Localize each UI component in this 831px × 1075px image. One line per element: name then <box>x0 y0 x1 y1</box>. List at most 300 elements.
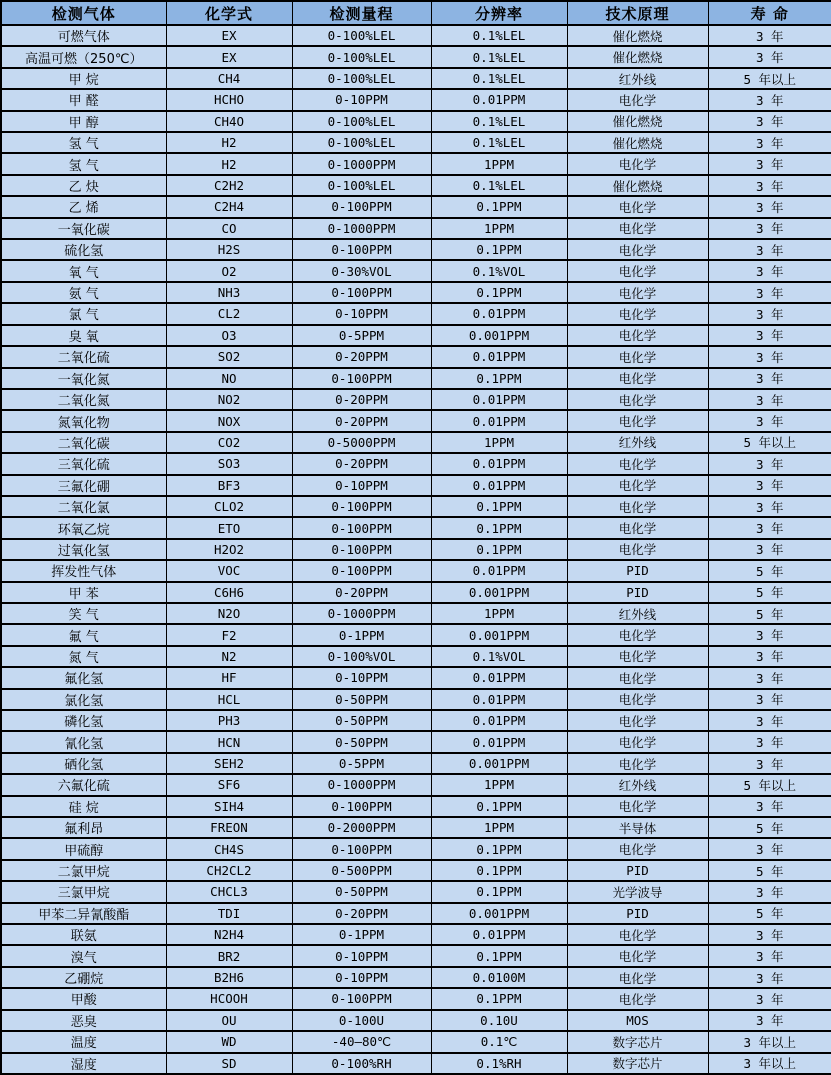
table-cell: 0.1%LEL <box>431 68 567 89</box>
table-cell: TDI <box>166 903 292 924</box>
table-header <box>1 1 831 25</box>
table-cell: 电化学 <box>567 838 708 859</box>
table-cell: C2H4 <box>166 196 292 217</box>
table-cell: 电化学 <box>567 196 708 217</box>
gas-name-cell: 二氧化碳 <box>1 432 166 453</box>
table-cell: 0.1%LEL <box>431 25 567 46</box>
table-cell: 0.1%VOL <box>431 260 567 281</box>
table-cell: 0-100PPM <box>292 517 431 538</box>
table-cell: 电化学 <box>567 710 708 731</box>
table-cell: -40—80℃ <box>292 1031 431 1052</box>
table-cell: N2 <box>166 646 292 667</box>
table-cell: 1PPM <box>431 153 567 174</box>
gas-name-cell: 恶臭 <box>1 1010 166 1031</box>
header-cell: 分辨率 <box>431 1 567 25</box>
table-cell: PID <box>567 582 708 603</box>
table-cell: 3 年 <box>708 453 831 474</box>
table-cell: 电化学 <box>567 924 708 945</box>
table-cell: NO <box>166 368 292 389</box>
gas-name-cell: 乙 炔 <box>1 175 166 196</box>
table-cell: 0.1PPM <box>431 496 567 517</box>
table-cell: 0-1000PPM <box>292 603 431 624</box>
table-cell: 0.1PPM <box>431 860 567 881</box>
table-cell: 3 年 <box>708 988 831 1009</box>
header-cell: 寿 命 <box>708 1 831 25</box>
table-cell: 0-100PPM <box>292 239 431 260</box>
table-cell: CH4 <box>166 68 292 89</box>
table-cell: 0.10U <box>431 1010 567 1031</box>
table-row <box>1 603 831 624</box>
table-cell: 0-20PPM <box>292 389 431 410</box>
gas-name-cell: 硫化氢 <box>1 239 166 260</box>
table-cell: 3 年 <box>708 282 831 303</box>
table-cell: 数字芯片 <box>567 1053 708 1075</box>
table-cell: 3 年 <box>708 796 831 817</box>
table-cell: 0.1PPM <box>431 539 567 560</box>
table-row <box>1 582 831 603</box>
table-cell: 电化学 <box>567 453 708 474</box>
gas-name-cell: 臭 氧 <box>1 325 166 346</box>
table-cell: 3 年 <box>708 667 831 688</box>
table-row <box>1 860 831 881</box>
table-cell: 0.01PPM <box>431 475 567 496</box>
table-row <box>1 667 831 688</box>
table-cell: 0.01PPM <box>431 560 567 581</box>
gas-name-cell: 乙 烯 <box>1 196 166 217</box>
table-cell: 电化学 <box>567 667 708 688</box>
table-cell: NH3 <box>166 282 292 303</box>
table-row <box>1 817 831 838</box>
table-body <box>1 25 831 1074</box>
table-cell: 3 年 <box>708 924 831 945</box>
table-cell: 0-10PPM <box>292 967 431 988</box>
table-row <box>1 325 831 346</box>
gas-name-cell: 环氧乙烷 <box>1 517 166 538</box>
table-cell: 0.01PPM <box>431 389 567 410</box>
table-cell: 0-10PPM <box>292 945 431 966</box>
table-cell: 3 年 <box>708 89 831 110</box>
table-cell: 3 年 <box>708 346 831 367</box>
table-cell: 3 年 <box>708 239 831 260</box>
gas-name-cell: 一氧化碳 <box>1 218 166 239</box>
gas-name-cell: 六氟化硫 <box>1 774 166 795</box>
table-cell: 数字芯片 <box>567 1031 708 1052</box>
table-cell: O2 <box>166 260 292 281</box>
table-cell: CO <box>166 218 292 239</box>
table-cell: N2H4 <box>166 924 292 945</box>
table-cell: 红外线 <box>567 774 708 795</box>
table-row <box>1 303 831 324</box>
table-cell: 0-100%LEL <box>292 46 431 67</box>
table-cell: 0.1%LEL <box>431 175 567 196</box>
table-cell: 3 年 <box>708 218 831 239</box>
table-cell: 0.001PPM <box>431 325 567 346</box>
table-cell: 红外线 <box>567 603 708 624</box>
table-cell: 电化学 <box>567 539 708 560</box>
table-row <box>1 25 831 46</box>
table-cell: 电化学 <box>567 796 708 817</box>
table-cell: H2O2 <box>166 539 292 560</box>
table-cell: 0.1PPM <box>431 988 567 1009</box>
gas-name-cell: 氮 气 <box>1 646 166 667</box>
table-cell: 0.1PPM <box>431 196 567 217</box>
gas-name-cell: 可燃气体 <box>1 25 166 46</box>
table-cell: 半导体 <box>567 817 708 838</box>
table-cell: PH3 <box>166 710 292 731</box>
table-cell: 催化燃烧 <box>567 111 708 132</box>
table-cell: 3 年 <box>708 945 831 966</box>
table-cell: SD <box>166 1053 292 1075</box>
table-cell: 0-100PPM <box>292 196 431 217</box>
table-cell: 0-1000PPM <box>292 218 431 239</box>
table-cell: 0-10PPM <box>292 89 431 110</box>
table-row <box>1 731 831 752</box>
table-cell: 0-10PPM <box>292 303 431 324</box>
gas-name-cell: 甲 烷 <box>1 68 166 89</box>
table-cell: 3 年 <box>708 624 831 645</box>
table-cell: CL2 <box>166 303 292 324</box>
table-cell: 电化学 <box>567 218 708 239</box>
table-cell: SEH2 <box>166 753 292 774</box>
table-row <box>1 68 831 89</box>
table-cell: 0-100%LEL <box>292 25 431 46</box>
table-cell: 0.01PPM <box>431 410 567 431</box>
table-cell: 0-10PPM <box>292 475 431 496</box>
table-cell: 红外线 <box>567 68 708 89</box>
table-row <box>1 1053 831 1075</box>
header-cell: 检测气体 <box>1 1 166 25</box>
table-cell: C2H2 <box>166 175 292 196</box>
table-cell: CO2 <box>166 432 292 453</box>
table-cell: 0-100%LEL <box>292 175 431 196</box>
table-cell: 3 年 <box>708 175 831 196</box>
table-cell: 电化学 <box>567 239 708 260</box>
table-cell: CH4O <box>166 111 292 132</box>
table-cell: 0-100%LEL <box>292 132 431 153</box>
table-row <box>1 410 831 431</box>
table-cell: 0-100%LEL <box>292 111 431 132</box>
table-cell: 5 年 <box>708 603 831 624</box>
table-cell: 0.1%LEL <box>431 111 567 132</box>
table-cell: 0.001PPM <box>431 903 567 924</box>
table-cell: 3 年以上 <box>708 1031 831 1052</box>
gas-name-cell: 三氧化硫 <box>1 453 166 474</box>
table-cell: WD <box>166 1031 292 1052</box>
table-cell: 3 年 <box>708 710 831 731</box>
gas-name-cell: 甲苯二异氰酸酯 <box>1 903 166 924</box>
table-row <box>1 774 831 795</box>
table-cell: MOS <box>567 1010 708 1031</box>
table-cell: 5 年 <box>708 903 831 924</box>
table-cell: EX <box>166 25 292 46</box>
table-cell: 红外线 <box>567 432 708 453</box>
gas-name-cell: 甲酸 <box>1 988 166 1009</box>
table-cell: SO3 <box>166 453 292 474</box>
table-cell: CH4S <box>166 838 292 859</box>
table-cell: 0.01PPM <box>431 710 567 731</box>
table-row <box>1 239 831 260</box>
table-row <box>1 282 831 303</box>
table-cell: 0-100PPM <box>292 796 431 817</box>
table-row <box>1 560 831 581</box>
gas-name-cell: 硅 烷 <box>1 796 166 817</box>
table-cell: 3 年 <box>708 196 831 217</box>
table-cell: O3 <box>166 325 292 346</box>
table-cell: 0-100PPM <box>292 560 431 581</box>
gas-name-cell: 氮氧化物 <box>1 410 166 431</box>
table-row <box>1 346 831 367</box>
table-cell: 0.001PPM <box>431 624 567 645</box>
table-row <box>1 646 831 667</box>
table-cell: 5 年 <box>708 860 831 881</box>
gas-name-cell: 乙硼烷 <box>1 967 166 988</box>
table-row <box>1 838 831 859</box>
table-cell: 3 年 <box>708 325 831 346</box>
table-row <box>1 496 831 517</box>
table-row <box>1 539 831 560</box>
table-cell: 5 年以上 <box>708 68 831 89</box>
table-cell: CHCL3 <box>166 881 292 902</box>
table-cell: HCL <box>166 689 292 710</box>
table-row <box>1 475 831 496</box>
gas-name-cell: 二氧化硫 <box>1 346 166 367</box>
table-cell: 3 年 <box>708 517 831 538</box>
gas-name-cell: 二氧化氮 <box>1 389 166 410</box>
table-cell: SF6 <box>166 774 292 795</box>
table-cell: 0.1PPM <box>431 282 567 303</box>
table-row <box>1 260 831 281</box>
gas-name-cell: 氟 气 <box>1 624 166 645</box>
table-row <box>1 196 831 217</box>
gas-name-cell: 联氨 <box>1 924 166 945</box>
table-cell: 电化学 <box>567 967 708 988</box>
table-row <box>1 389 831 410</box>
table-cell: 0-20PPM <box>292 410 431 431</box>
table-cell: 电化学 <box>567 475 708 496</box>
table-cell: H2 <box>166 153 292 174</box>
gas-name-cell: 三氯甲烷 <box>1 881 166 902</box>
table-cell: 0-100%VOL <box>292 646 431 667</box>
table-cell: 电化学 <box>567 89 708 110</box>
gas-name-cell: 甲硫醇 <box>1 838 166 859</box>
gas-name-cell: 氟化氢 <box>1 667 166 688</box>
table-cell: 1PPM <box>431 603 567 624</box>
table-row <box>1 689 831 710</box>
table-cell: SIH4 <box>166 796 292 817</box>
table-cell: 电化学 <box>567 646 708 667</box>
table-cell: 0.1PPM <box>431 881 567 902</box>
table-cell: 电化学 <box>567 731 708 752</box>
table-cell: EX <box>166 46 292 67</box>
table-cell: CH2CL2 <box>166 860 292 881</box>
table-cell: H2S <box>166 239 292 260</box>
table-row <box>1 988 831 1009</box>
table-cell: 0-20PPM <box>292 346 431 367</box>
table-cell: 5 年 <box>708 817 831 838</box>
table-cell: 0-100PPM <box>292 838 431 859</box>
table-cell: NOX <box>166 410 292 431</box>
table-cell: 3 年 <box>708 689 831 710</box>
table-cell: PID <box>567 560 708 581</box>
table-cell: 电化学 <box>567 517 708 538</box>
header-cell: 技术原理 <box>567 1 708 25</box>
gas-name-cell: 甲 苯 <box>1 582 166 603</box>
gas-name-cell: 二氧化氯 <box>1 496 166 517</box>
table-cell: BF3 <box>166 475 292 496</box>
table-cell: C6H6 <box>166 582 292 603</box>
table-cell: 电化学 <box>567 624 708 645</box>
table-cell: HCN <box>166 731 292 752</box>
table-cell: 0.1PPM <box>431 945 567 966</box>
table-cell: 3 年 <box>708 731 831 752</box>
table-cell: 0-20PPM <box>292 903 431 924</box>
table-cell: 电化学 <box>567 410 708 431</box>
table-cell: 0-50PPM <box>292 689 431 710</box>
gas-name-cell: 甲 醛 <box>1 89 166 110</box>
table-cell: HCOOH <box>166 988 292 1009</box>
table-cell: 电化学 <box>567 153 708 174</box>
table-cell: 1PPM <box>431 817 567 838</box>
table-cell: 电化学 <box>567 282 708 303</box>
table-cell: N2O <box>166 603 292 624</box>
table-cell: 5 年以上 <box>708 432 831 453</box>
table-cell: F2 <box>166 624 292 645</box>
table-row <box>1 368 831 389</box>
table-cell: 0-5000PPM <box>292 432 431 453</box>
table-row <box>1 710 831 731</box>
gas-name-cell: 氟利昂 <box>1 817 166 838</box>
table-cell: 3 年 <box>708 967 831 988</box>
table-cell: 0-1000PPM <box>292 153 431 174</box>
table-cell: 0-100PPM <box>292 496 431 517</box>
table-cell: 0.01PPM <box>431 689 567 710</box>
header-cell: 化学式 <box>166 1 292 25</box>
gas-name-cell: 二氯甲烷 <box>1 860 166 881</box>
table-cell: 3 年 <box>708 646 831 667</box>
table-cell: 0.1%VOL <box>431 646 567 667</box>
table-cell: 0.01PPM <box>431 924 567 945</box>
table-cell: 电化学 <box>567 753 708 774</box>
table-cell: 电化学 <box>567 260 708 281</box>
table-cell: 0.1%LEL <box>431 132 567 153</box>
table-cell: 3 年 <box>708 132 831 153</box>
table-cell: PID <box>567 903 708 924</box>
table-cell: 0.01PPM <box>431 346 567 367</box>
table-cell: 催化燃烧 <box>567 46 708 67</box>
table-cell: 3 年 <box>708 475 831 496</box>
table-cell: 3 年 <box>708 881 831 902</box>
table-cell: 5 年以上 <box>708 774 831 795</box>
table-cell: 3 年 <box>708 25 831 46</box>
table-cell: VOC <box>166 560 292 581</box>
table-cell: 电化学 <box>567 325 708 346</box>
table-cell: 0-20PPM <box>292 582 431 603</box>
table-cell: 催化燃烧 <box>567 25 708 46</box>
table-cell: 电化学 <box>567 496 708 517</box>
table-cell: 0-100U <box>292 1010 431 1031</box>
table-cell: 0-50PPM <box>292 710 431 731</box>
gas-name-cell: 三氟化硼 <box>1 475 166 496</box>
table-cell: H2 <box>166 132 292 153</box>
table-row <box>1 903 831 924</box>
table-cell: 0.1PPM <box>431 368 567 389</box>
table-row <box>1 175 831 196</box>
table-row <box>1 881 831 902</box>
gas-name-cell: 高温可燃（250℃） <box>1 46 166 67</box>
table-cell: 0-100PPM <box>292 282 431 303</box>
table-cell: 0-100PPM <box>292 539 431 560</box>
gas-name-cell: 一氧化氮 <box>1 368 166 389</box>
table-cell: 0.01PPM <box>431 731 567 752</box>
table-cell: SO2 <box>166 346 292 367</box>
table-cell: OU <box>166 1010 292 1031</box>
table-cell: 0.1PPM <box>431 239 567 260</box>
table-cell: B2H6 <box>166 967 292 988</box>
table-row <box>1 1031 831 1052</box>
table-cell: 5 年 <box>708 582 831 603</box>
table-cell: 0-100%RH <box>292 1053 431 1075</box>
table-cell: 0-2000PPM <box>292 817 431 838</box>
table-cell: 3 年 <box>708 260 831 281</box>
gas-name-cell: 氨 气 <box>1 282 166 303</box>
table-row <box>1 1010 831 1031</box>
table-cell: 电化学 <box>567 346 708 367</box>
table-cell: 0-100%LEL <box>292 68 431 89</box>
table-row <box>1 111 831 132</box>
table-row <box>1 218 831 239</box>
table-cell: 1PPM <box>431 774 567 795</box>
table-cell: NO2 <box>166 389 292 410</box>
table-cell: 0.01PPM <box>431 89 567 110</box>
table-cell: 光学波导 <box>567 881 708 902</box>
header-cell: 检测量程 <box>292 1 431 25</box>
table-cell: 0-5PPM <box>292 753 431 774</box>
table-cell: BR2 <box>166 945 292 966</box>
table-row <box>1 967 831 988</box>
gas-name-cell: 氢 气 <box>1 132 166 153</box>
table-cell: 0-20PPM <box>292 453 431 474</box>
gas-name-cell: 氧 气 <box>1 260 166 281</box>
gas-name-cell: 湿度 <box>1 1053 166 1075</box>
table-cell: 催化燃烧 <box>567 175 708 196</box>
table-cell: 0.01PPM <box>431 453 567 474</box>
table-row <box>1 46 831 67</box>
table-cell: 1PPM <box>431 218 567 239</box>
table-row <box>1 432 831 453</box>
table-cell: 0.1℃ <box>431 1031 567 1052</box>
gas-name-cell: 溴气 <box>1 945 166 966</box>
table-cell: 3 年以上 <box>708 1053 831 1075</box>
gas-name-cell: 磷化氢 <box>1 710 166 731</box>
table-cell: 3 年 <box>708 46 831 67</box>
table-cell: 3 年 <box>708 410 831 431</box>
table-cell: HCHO <box>166 89 292 110</box>
table-cell: 3 年 <box>708 1010 831 1031</box>
table-cell: 0.001PPM <box>431 753 567 774</box>
table-cell: 电化学 <box>567 988 708 1009</box>
table-cell: 0-1PPM <box>292 924 431 945</box>
table-cell: 0.001PPM <box>431 582 567 603</box>
table-row <box>1 517 831 538</box>
table-cell: 催化燃烧 <box>567 132 708 153</box>
table-cell: CLO2 <box>166 496 292 517</box>
table-cell: 3 年 <box>708 153 831 174</box>
table-cell: 1PPM <box>431 432 567 453</box>
table-cell: 5 年 <box>708 560 831 581</box>
table-cell: 3 年 <box>708 838 831 859</box>
table-row <box>1 89 831 110</box>
table-cell: 0.0100M <box>431 967 567 988</box>
